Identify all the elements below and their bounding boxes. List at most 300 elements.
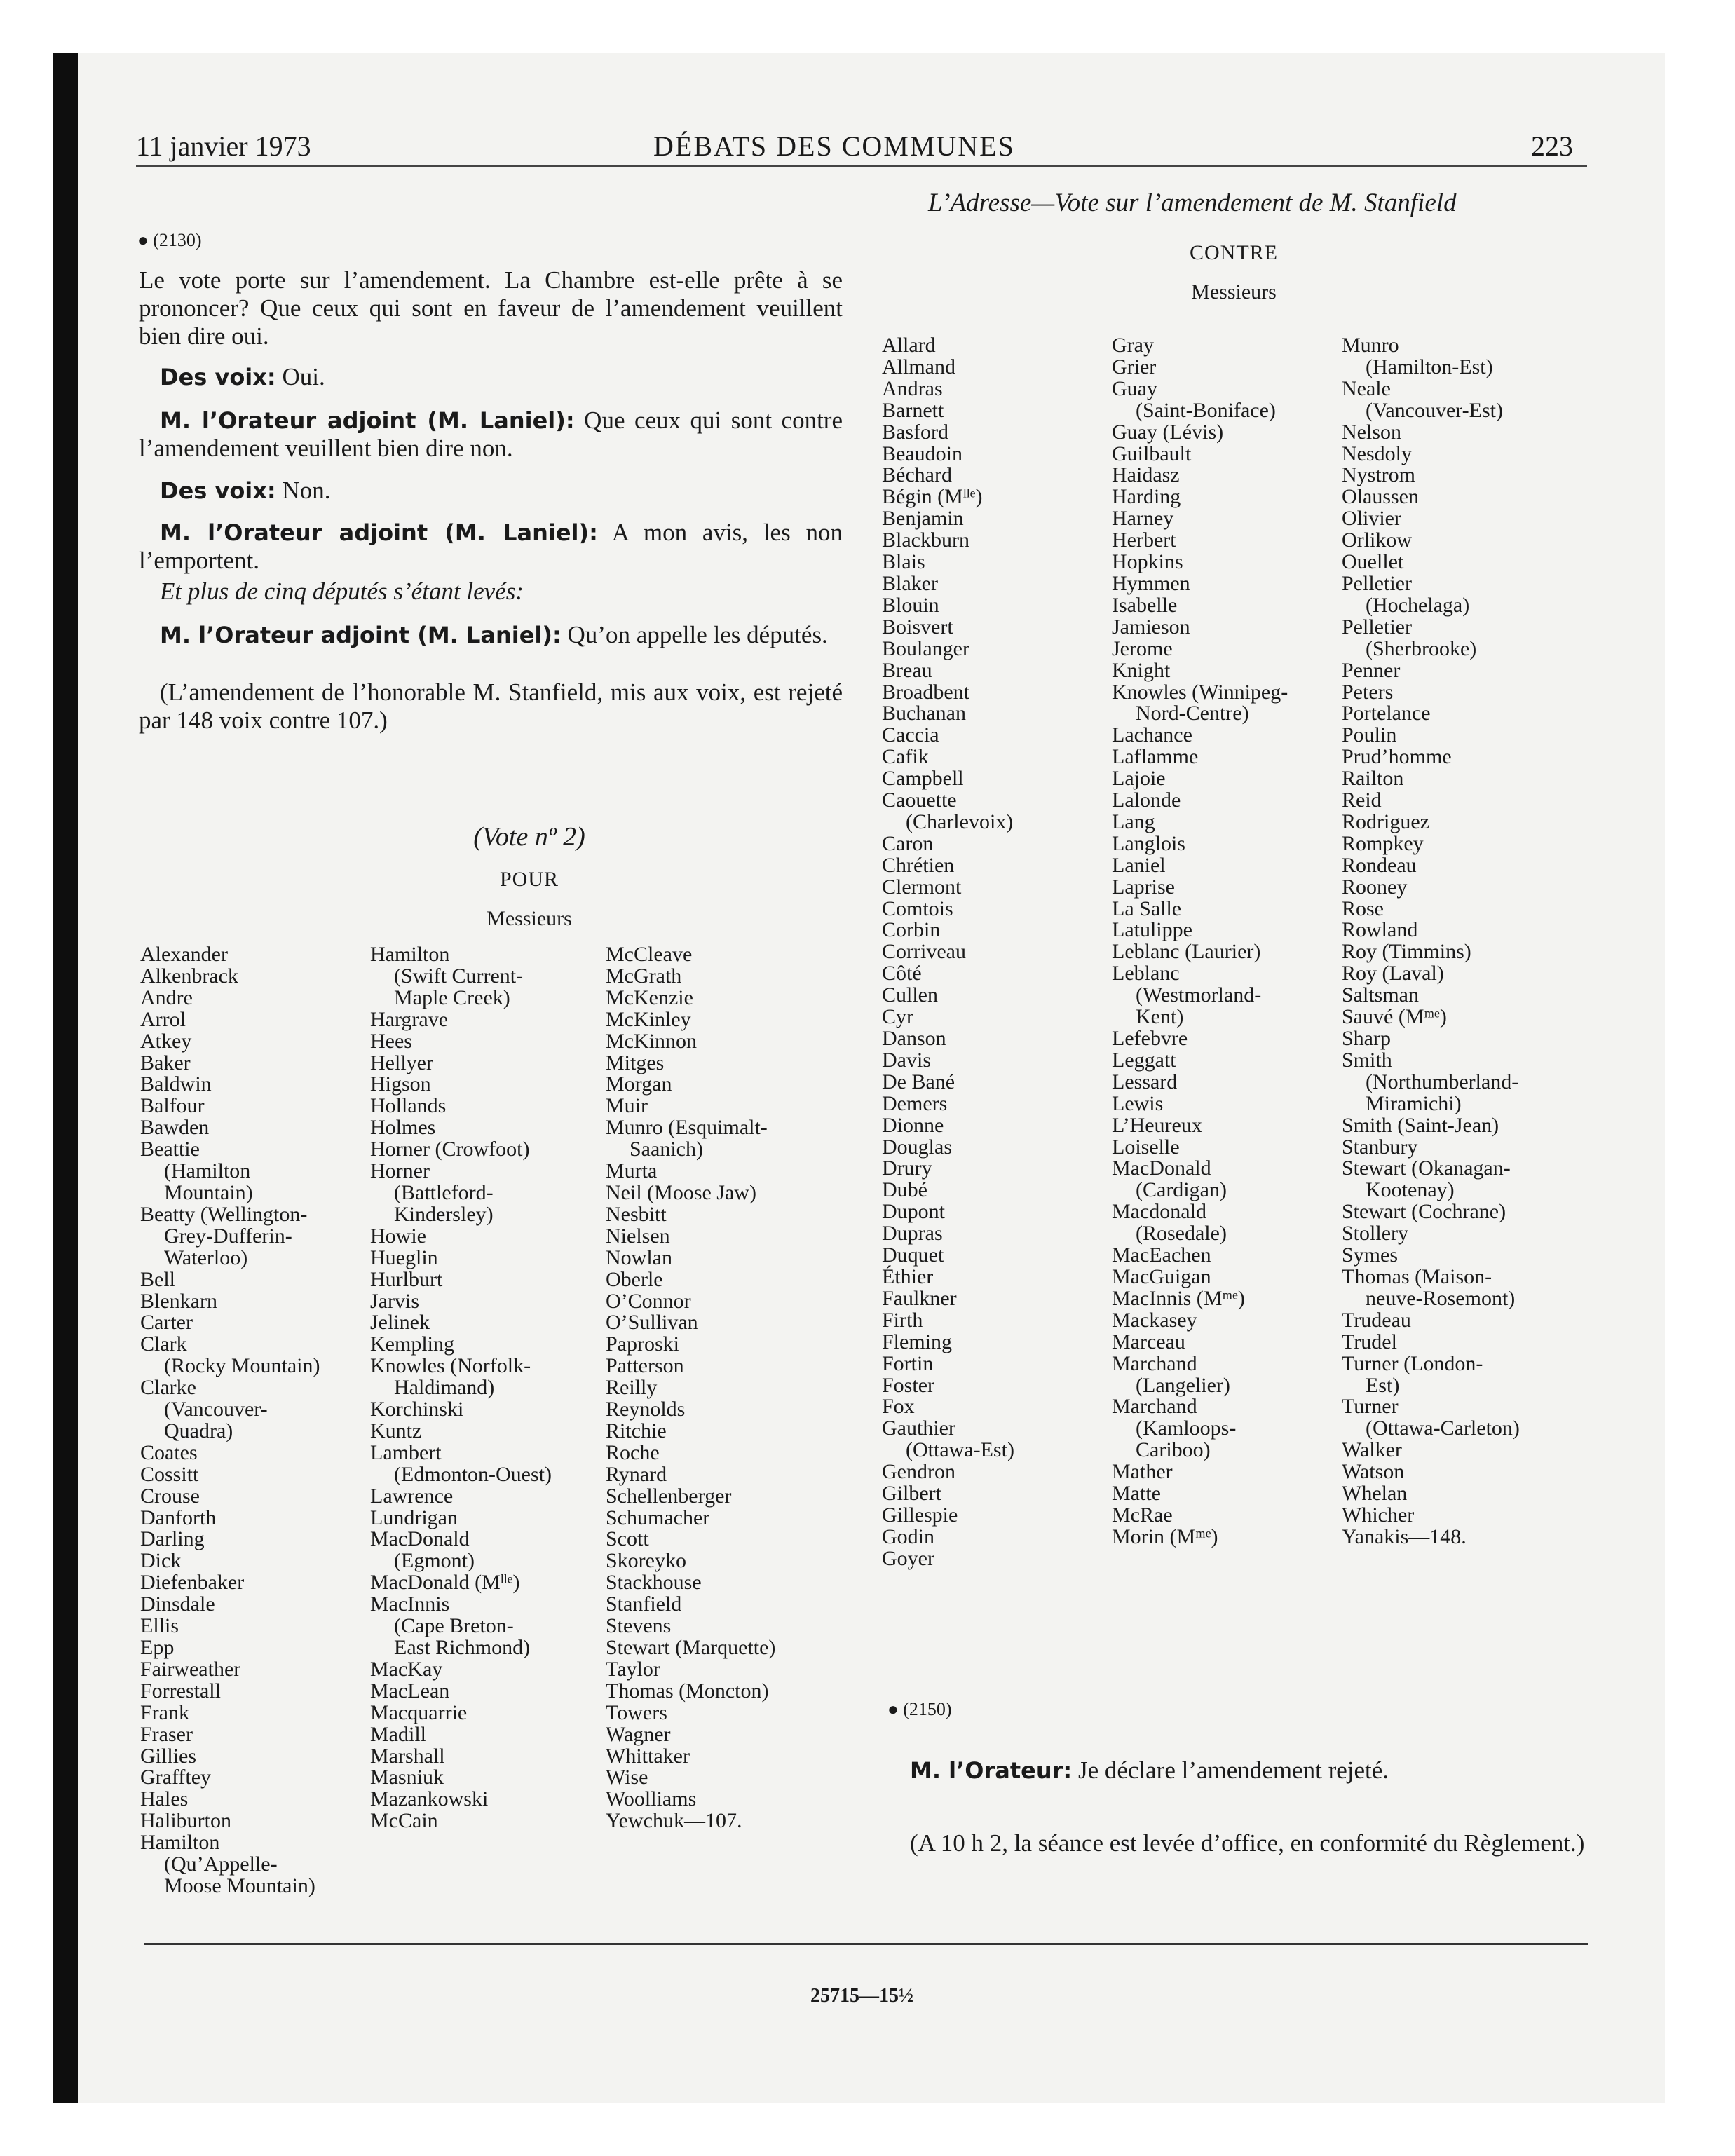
member-name: Rompkey: [1342, 831, 1424, 855]
member-name: Blaker: [882, 571, 938, 595]
member-name: Rynard: [606, 1462, 667, 1486]
member-name: Barnett: [882, 398, 944, 422]
member-name: Blais: [882, 550, 925, 574]
speech-text: Qu’on appelle les députés.: [561, 621, 828, 648]
member-name: Herbert: [1112, 528, 1176, 552]
time-marker-2130: ● (2130): [137, 230, 202, 250]
member-name: Gauthier: [882, 1417, 955, 1440]
member-name: Duquet: [882, 1243, 944, 1267]
member-name: MacDonald: [1112, 1157, 1211, 1180]
member-name: (Swift Current-: [394, 964, 524, 988]
member-name: Godin: [882, 1524, 934, 1548]
paragraph-voices-yes: [160, 363, 843, 391]
member-name: Whelan: [1342, 1482, 1408, 1506]
member-name: MacInnis (Mᵐᵉ): [1112, 1286, 1245, 1310]
member-name: MacLean: [370, 1679, 450, 1703]
member-name: Gilbert: [882, 1482, 941, 1506]
header-date: 11 janvier 1973: [136, 130, 311, 162]
member-name: Pelletier: [1342, 571, 1412, 595]
member-name: Kent): [1136, 1005, 1184, 1029]
member-name: Whittaker: [606, 1744, 690, 1768]
member-name: Guay: [1112, 376, 1157, 400]
member-name: Stackhouse: [606, 1571, 702, 1595]
member-name: Nord-Centre): [1136, 702, 1249, 725]
speech-text: Que ceux qui sont contre l’amendement veuillent bien dire non.: [139, 407, 843, 462]
member-name: Buchanan: [882, 702, 966, 725]
member-name: Holmes: [370, 1116, 436, 1140]
member-name: McCain: [370, 1809, 438, 1833]
member-name: Bégin (Mˡˡᵉ): [882, 485, 983, 509]
member-name: Danson: [882, 1027, 946, 1050]
member-name: Diefenbaker: [140, 1571, 245, 1595]
pour-list-col2: [370, 944, 552, 1832]
member-name: Rooney: [1342, 875, 1408, 899]
member-name: Alkenbrack: [140, 964, 238, 988]
member-name: Sharp: [1342, 1027, 1391, 1050]
member-name: Balfour: [140, 1094, 205, 1118]
member-name: Chrétien: [882, 853, 955, 877]
member-name: Roy (Laval): [1342, 962, 1444, 985]
member-name: McKenzie: [606, 985, 693, 1009]
member-name: (Cape Breton-: [394, 1614, 514, 1638]
member-name: Patterson: [606, 1354, 684, 1378]
member-name: Cafik: [882, 745, 929, 769]
member-name: Hamilton: [370, 943, 450, 966]
member-name: Quadra): [164, 1419, 233, 1442]
member-name: Waterloo): [164, 1246, 248, 1269]
member-name: Stevens: [606, 1614, 672, 1638]
member-name: Lundrigan: [370, 1506, 458, 1529]
member-name: Hales: [140, 1787, 189, 1811]
member-name: Danforth: [140, 1506, 217, 1529]
member-name: (Hamilton-Est): [1366, 355, 1493, 378]
member-name: Marceau: [1112, 1330, 1185, 1353]
speaker-label: M. l’Orateur adjoint (M. Laniel):: [160, 519, 598, 546]
member-name: Boulanger: [882, 636, 969, 660]
paragraph-adjournment: (A 10 h 2, la séance est levée d’office, en conformité du Règlement.): [910, 1829, 1585, 1857]
member-name: Guay (Lévis): [1112, 420, 1224, 444]
member-name: Lessard: [1112, 1070, 1178, 1093]
member-name: (Battleford-: [394, 1180, 494, 1204]
member-name: Miramichi): [1366, 1091, 1462, 1115]
member-name: Cossitt: [140, 1462, 199, 1486]
member-name: Turner (London-: [1342, 1351, 1483, 1375]
member-name: MacDonald: [370, 1527, 470, 1551]
member-name: Atkey: [140, 1029, 192, 1053]
member-name: Hurlburt: [370, 1267, 443, 1291]
member-name: Comtois: [882, 896, 953, 920]
member-name: Wise: [606, 1766, 648, 1789]
member-name: Crouse: [140, 1484, 200, 1508]
member-name: Benjamin: [882, 507, 964, 531]
member-name: Fleming: [882, 1330, 953, 1353]
member-name: Beattie: [140, 1138, 200, 1161]
member-name: Béchard: [882, 463, 952, 487]
vote-title: (Vote nº 2): [473, 822, 585, 852]
member-name: (Kamloops-: [1136, 1417, 1237, 1440]
member-name: MacKay: [370, 1657, 443, 1681]
member-name: Scott: [606, 1527, 649, 1551]
member-name: Penner: [1342, 658, 1401, 682]
member-name: Douglas: [882, 1135, 952, 1159]
paragraph-result: (L’amendement de l’honorable M. Stanfield, mis aux voix, est rejeté par 148 voix contre 107.): [139, 678, 843, 734]
member-name: Watson: [1342, 1460, 1405, 1484]
member-name: Wagner: [606, 1722, 671, 1746]
member-name: Stewart (Marquette): [606, 1636, 776, 1659]
member-name: Marchand: [1112, 1395, 1197, 1419]
member-name: Skoreyko: [606, 1549, 686, 1573]
member-name: Clark: [140, 1332, 187, 1356]
member-name: Pelletier: [1342, 615, 1412, 639]
member-name: O’Sullivan: [606, 1311, 698, 1335]
member-name: Jelinek: [370, 1311, 430, 1335]
member-name: (Westmorland-: [1136, 983, 1262, 1007]
member-name: Woolliams: [606, 1787, 697, 1811]
member-name: Clarke: [140, 1376, 196, 1400]
member-name: Sauvé (Mᵐᵉ): [1342, 1005, 1447, 1029]
member-name: Clermont: [882, 875, 962, 899]
member-name: Munro: [1342, 334, 1399, 357]
member-name: Darling: [140, 1527, 205, 1551]
member-name: Mazankowski: [370, 1787, 489, 1811]
member-name: Olaussen: [1342, 485, 1419, 509]
speaker-label: M. l’Orateur adjoint (M. Laniel):: [160, 407, 575, 434]
member-name: De Bané: [882, 1070, 955, 1093]
member-name: Stanbury: [1342, 1135, 1418, 1159]
member-name: Boisvert: [882, 615, 953, 639]
member-name: Higson: [370, 1072, 431, 1096]
member-name: Harding: [1112, 485, 1181, 509]
member-name: Grey-Dufferin-: [164, 1224, 292, 1248]
member-name: Morin (Mᵐᵉ): [1112, 1524, 1218, 1548]
pour-list-col1: [140, 944, 320, 1897]
member-name: (Hochelaga): [1366, 593, 1470, 617]
member-name: Orlikow: [1342, 528, 1412, 552]
speaker-label: Des voix:: [160, 364, 276, 390]
member-name: Paproski: [606, 1332, 679, 1356]
member-name: Reid: [1342, 789, 1382, 812]
member-name: Reilly: [606, 1376, 658, 1400]
member-name: (Vancouver-Est): [1366, 398, 1503, 422]
member-name: McGrath: [606, 964, 682, 988]
member-name: Mather: [1112, 1460, 1173, 1484]
member-name: Coates: [140, 1440, 198, 1464]
speech-text: Je déclare l’amendement rejeté.: [1072, 1756, 1389, 1784]
member-name: Madill: [370, 1722, 426, 1746]
member-name: Symes: [1342, 1243, 1399, 1267]
member-name: Jerome: [1112, 636, 1173, 660]
speech-text: Non.: [275, 477, 331, 504]
paragraph-speaker-2: [139, 519, 843, 575]
member-name: (Saint-Boniface): [1136, 398, 1276, 422]
member-name: Hopkins: [1112, 550, 1183, 574]
member-name: Gillies: [140, 1744, 196, 1768]
member-name: Nesdoly: [1342, 442, 1412, 465]
member-name: Roche: [606, 1440, 660, 1464]
member-name: McKinley: [606, 1007, 691, 1031]
member-name: Reynolds: [606, 1398, 686, 1421]
member-name: Hymmen: [1112, 571, 1190, 595]
member-name: Drury: [882, 1157, 932, 1180]
member-name: Macquarrie: [370, 1700, 468, 1724]
member-name: Latulippe: [1112, 918, 1192, 942]
member-name: Jamieson: [1112, 615, 1190, 639]
member-name: Isabelle: [1112, 593, 1178, 617]
member-name: MacInnis: [370, 1592, 450, 1616]
member-name: Lewis: [1112, 1091, 1164, 1115]
member-name: Towers: [606, 1700, 667, 1724]
paragraph-speaker-3: [139, 621, 843, 649]
member-name: Taylor: [606, 1657, 660, 1681]
paragraph-final-declaration: [910, 1756, 1590, 1785]
member-name: McCleave: [606, 943, 693, 966]
member-name: Allard: [882, 334, 936, 357]
member-name: Prud’homme: [1342, 745, 1452, 769]
member-name: Knowles (Norfolk-: [370, 1354, 531, 1378]
member-name: (Qu’Appelle-: [164, 1853, 278, 1876]
time-marker-2150: ● (2150): [887, 1699, 952, 1719]
member-name: Hamilton: [140, 1831, 220, 1855]
member-name: (Sherbrooke): [1366, 636, 1477, 660]
header-rule: [136, 165, 1587, 167]
member-name: Blenkarn: [140, 1289, 217, 1313]
member-name: Bawden: [140, 1116, 210, 1140]
member-name: Murta: [606, 1159, 658, 1183]
member-name: Frank: [140, 1700, 189, 1724]
member-name: Stollery: [1342, 1222, 1408, 1246]
member-name: Hueglin: [370, 1246, 438, 1269]
speech-text: A mon avis, les non l’emportent.: [139, 519, 843, 574]
member-name: (Edmonton-Ouest): [394, 1462, 552, 1486]
paragraph-speaker-1: [139, 407, 843, 463]
member-name: Nesbitt: [606, 1202, 667, 1226]
member-name: Saanich): [630, 1138, 703, 1161]
member-name: Turner: [1342, 1395, 1399, 1419]
member-name: McKinnon: [606, 1029, 697, 1053]
member-name: Marchand: [1112, 1351, 1197, 1375]
member-name: Lefebvre: [1112, 1027, 1188, 1050]
member-name: Nystrom: [1342, 463, 1415, 487]
scan-edge: [53, 53, 78, 2103]
member-name: Haliburton: [140, 1809, 231, 1833]
member-name: Maple Creek): [394, 985, 510, 1009]
member-name: Kempling: [370, 1332, 454, 1356]
contre-list-col3: [1342, 335, 1520, 1548]
contre-messieurs: Messieurs: [1191, 280, 1277, 303]
member-name: Rondeau: [1342, 853, 1417, 877]
member-name: Dupras: [882, 1222, 943, 1246]
member-name: Roy (Timmins): [1342, 940, 1471, 964]
member-name: Cariboo): [1136, 1438, 1211, 1462]
member-name: Beaudoin: [882, 442, 962, 465]
member-name: Fairweather: [140, 1657, 241, 1681]
member-name: Marshall: [370, 1744, 445, 1768]
section-heading: L’Adresse—Vote sur l’amendement de M. Stanfield: [928, 189, 1457, 217]
member-name: (Rocky Mountain): [164, 1354, 320, 1378]
member-name: Schumacher: [606, 1506, 710, 1529]
contre-list-col2: [1112, 335, 1288, 1548]
member-name: Est): [1366, 1373, 1400, 1397]
member-name: Trudel: [1342, 1330, 1397, 1353]
member-name: (Ottawa-Carleton): [1366, 1417, 1520, 1440]
member-name: Munro (Esquimalt-: [606, 1116, 768, 1140]
member-name: Kootenay): [1366, 1178, 1455, 1202]
member-name: Yanakis—148.: [1342, 1524, 1467, 1548]
member-name: Thomas (Maison-: [1342, 1264, 1492, 1288]
member-name: Neale: [1342, 376, 1391, 400]
member-name: Baker: [140, 1051, 191, 1074]
member-name: Yewchuk—107.: [606, 1809, 742, 1833]
member-name: Kindersley): [394, 1202, 494, 1226]
member-name: Basford: [882, 420, 948, 444]
member-name: Saltsman: [1342, 983, 1419, 1007]
member-name: Cyr: [882, 1005, 913, 1029]
member-name: MacDonald (Mˡˡᵉ): [370, 1571, 520, 1595]
member-name: Grier: [1112, 355, 1157, 378]
member-name: Faulkner: [882, 1286, 957, 1310]
member-name: Leblanc: [1112, 962, 1180, 985]
member-name: Muir: [606, 1094, 648, 1118]
member-name: Guilbault: [1112, 442, 1192, 465]
member-name: Davis: [882, 1048, 931, 1072]
member-name: Mackasey: [1112, 1308, 1197, 1332]
pour-list-col3: [606, 944, 775, 1832]
member-name: Andras: [882, 376, 943, 400]
member-name: Blouin: [882, 593, 939, 617]
member-name: Horner (Crowfoot): [370, 1138, 530, 1161]
speech-text: Oui.: [275, 363, 325, 390]
member-name: Caron: [882, 831, 934, 855]
member-name: Langlois: [1112, 831, 1185, 855]
member-name: Fraser: [140, 1722, 193, 1746]
member-name: Howie: [370, 1224, 426, 1248]
member-name: Gray: [1112, 334, 1154, 357]
member-name: Côté: [882, 962, 922, 985]
member-name: Breau: [882, 658, 932, 682]
member-name: Epp: [140, 1636, 175, 1659]
member-name: Andre: [140, 985, 193, 1009]
footer-rule: [144, 1943, 1588, 1945]
member-name: Stewart (Okanagan-: [1342, 1157, 1511, 1180]
member-name: Walker: [1342, 1438, 1402, 1462]
member-name: Nielsen: [606, 1224, 670, 1248]
member-name: Olivier: [1342, 507, 1401, 531]
member-name: Mitges: [606, 1051, 665, 1074]
member-name: Matte: [1112, 1482, 1161, 1506]
stage-direction: Et plus de cinq députés s’étant levés:: [160, 578, 524, 605]
member-name: MacGuigan: [1112, 1264, 1211, 1288]
member-name: Ellis: [140, 1614, 179, 1638]
member-name: Dinsdale: [140, 1592, 215, 1616]
member-name: Blackburn: [882, 528, 969, 552]
member-name: Lang: [1112, 810, 1155, 833]
member-name: neuve-Rosemont): [1366, 1286, 1516, 1310]
member-name: Haldimand): [394, 1376, 495, 1400]
member-name: Neil (Moose Jaw): [606, 1180, 756, 1204]
member-name: Leblanc (Laurier): [1112, 940, 1261, 964]
member-name: Éthier: [882, 1264, 934, 1288]
member-name: Jarvis: [370, 1289, 419, 1313]
member-name: Lalonde: [1112, 789, 1181, 812]
member-name: Corbin: [882, 918, 941, 942]
member-name: Gillespie: [882, 1503, 958, 1527]
member-name: Broadbent: [882, 680, 969, 704]
member-name: Hollands: [370, 1094, 447, 1118]
member-name: Thomas (Moncton): [606, 1679, 769, 1703]
member-name: Knowles (Winnipeg-: [1112, 680, 1288, 704]
member-name: Lajoie: [1112, 767, 1166, 791]
member-name: Hees: [370, 1029, 412, 1053]
member-name: Dupont: [882, 1200, 945, 1224]
member-name: Masniuk: [370, 1766, 444, 1789]
member-name: Korchinski: [370, 1398, 464, 1421]
member-name: Gendron: [882, 1460, 955, 1484]
speaker-label: M. l’Orateur:: [910, 1757, 1073, 1784]
member-name: Lachance: [1112, 723, 1192, 747]
member-name: (Egmont): [394, 1549, 475, 1573]
member-name: (Hamilton: [164, 1159, 251, 1183]
member-name: Peters: [1342, 680, 1394, 704]
member-name: Poulin: [1342, 723, 1397, 747]
member-name: Rodriguez: [1342, 810, 1429, 833]
member-name: McRae: [1112, 1503, 1173, 1527]
member-name: Baldwin: [140, 1072, 212, 1096]
member-name: (Ottawa-Est): [906, 1438, 1014, 1462]
member-name: (Rosedale): [1136, 1222, 1227, 1246]
contre-list-col1: [882, 335, 1014, 1570]
member-name: Ouellet: [1342, 550, 1404, 574]
member-name: Moose Mountain): [164, 1874, 315, 1897]
member-name: La Salle: [1112, 896, 1182, 920]
member-name: Dubé: [882, 1178, 927, 1202]
member-name: Hellyer: [370, 1051, 433, 1074]
member-name: Cullen: [882, 983, 938, 1007]
member-name: (Cardigan): [1136, 1178, 1227, 1202]
pour-messieurs: Messieurs: [487, 907, 572, 930]
member-name: MacEachen: [1112, 1243, 1211, 1267]
paragraph-question: Le vote porte sur l’amendement. La Chambre est-elle prête à se prononcer? Que ceux qui sont en faveur de l’amendement veuillent bien dire oui.: [139, 266, 843, 350]
speaker-label: M. l’Orateur adjoint (M. Laniel):: [160, 622, 562, 648]
member-name: Rose: [1342, 896, 1384, 920]
member-name: Goyer: [882, 1546, 934, 1570]
member-name: Allmand: [882, 355, 955, 378]
member-name: Foster: [882, 1373, 934, 1397]
member-name: Dick: [140, 1549, 182, 1573]
member-name: Demers: [882, 1091, 948, 1115]
member-name: Hargrave: [370, 1007, 449, 1031]
member-name: (Vancouver-: [164, 1398, 268, 1421]
member-name: (Northumberland-: [1366, 1070, 1519, 1093]
member-name: Dionne: [882, 1113, 944, 1137]
member-name: Caouette: [882, 789, 957, 812]
member-name: Rowland: [1342, 918, 1418, 942]
member-name: Bell: [140, 1267, 175, 1291]
member-name: East Richmond): [394, 1636, 531, 1659]
member-name: Stewart (Cochrane): [1342, 1200, 1506, 1224]
member-name: Kuntz: [370, 1419, 422, 1442]
member-name: Forrestall: [140, 1679, 221, 1703]
page-number: 223: [1531, 130, 1573, 162]
member-name: Alexander: [140, 943, 228, 966]
member-name: Mountain): [164, 1180, 253, 1204]
paragraph-voices-no: [160, 477, 843, 505]
speaker-label: Des voix:: [160, 477, 276, 504]
member-name: Oberle: [606, 1267, 663, 1291]
member-name: L’Heureux: [1112, 1113, 1202, 1137]
member-name: Nelson: [1342, 420, 1401, 444]
member-name: O’Connor: [606, 1289, 691, 1313]
member-name: Leggatt: [1112, 1048, 1176, 1072]
